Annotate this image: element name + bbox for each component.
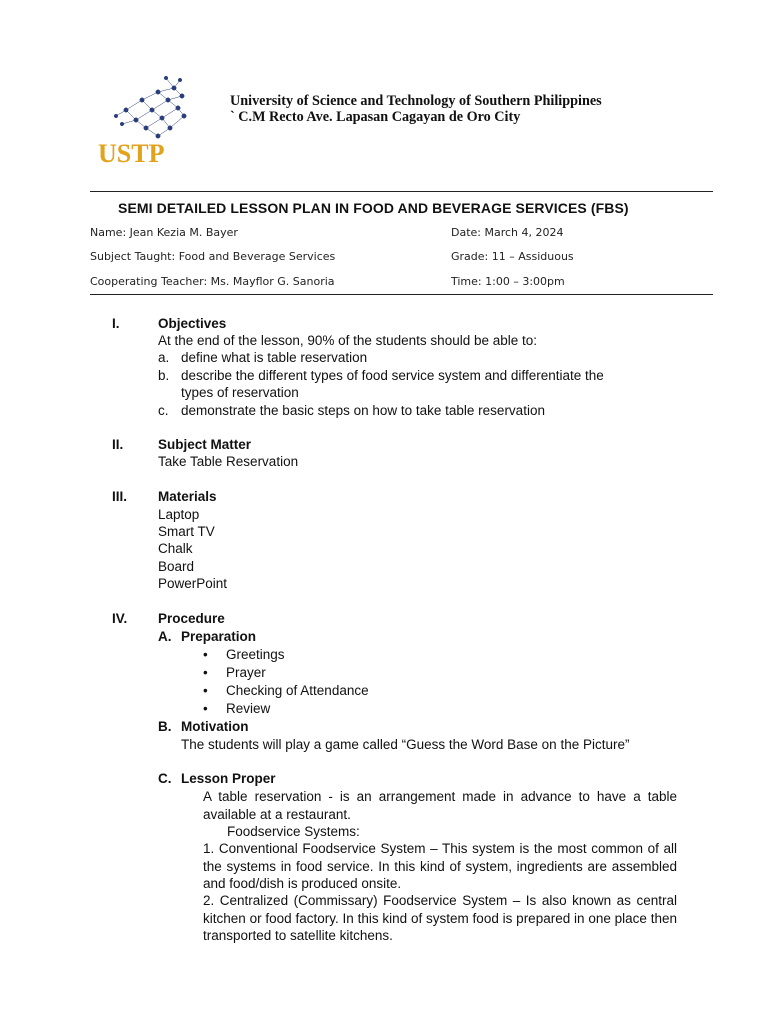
bullet-icon: •: [203, 701, 208, 716]
bullet-icon: •: [203, 647, 208, 662]
objective-letter: a.: [158, 350, 170, 365]
objective-item: define what is table reservation: [181, 350, 368, 365]
subsection-label: B.: [158, 719, 172, 734]
table-reservation-definition: A table reservation - is an arrangement made in advance to have a table available at a restaurant.: [203, 789, 677, 822]
svg-text:USTP: USTP: [98, 139, 165, 168]
subsection-label: A.: [158, 629, 172, 644]
procedure-heading: Procedure: [158, 611, 225, 626]
constellation-icon: [114, 76, 186, 138]
conventional-system-text: 1. Conventional Foodservice System – This system is the most common of all the systems in food service. In this kind of system, ingredients are assembled and food/dish is produced onsite.: [203, 841, 677, 891]
materials-heading: Materials: [158, 489, 217, 504]
info-grade: Grade: 11 – Assiduous: [451, 250, 574, 263]
section-numeral: I.: [112, 316, 120, 331]
lesson-plan-title: SEMI DETAILED LESSON PLAN IN FOOD AND BEVERAGE SERVICES (FBS): [118, 200, 629, 216]
lesson-proper-heading: Lesson Proper: [181, 771, 276, 786]
objective-item: demonstrate the basic steps on how to take table reservation: [181, 403, 545, 418]
foodservice-systems-heading: Foodservice Systems:: [227, 824, 360, 839]
material-item: Board: [158, 559, 195, 574]
motivation-heading: Motivation: [181, 719, 249, 734]
university-header: [230, 93, 602, 125]
material-item: Laptop: [158, 507, 200, 522]
university-name: University of Science and Technology of Southern Philippines: [230, 93, 602, 109]
info-name: Name: Jean Kezia M. Bayer: [90, 226, 238, 239]
motivation-text: The students will play a game called “Guess the Word Base on the Picture”: [181, 737, 630, 752]
ustp-logo: [96, 70, 192, 180]
objective-letter: c.: [158, 403, 169, 418]
bullet-icon: •: [203, 683, 208, 698]
material-item: PowerPoint: [158, 576, 228, 591]
preparation-item: Greetings: [226, 647, 285, 662]
centralized-system-text: 2. Centralized (Commissary) Foodservice System – Is also known as central kitchen or food factory. In this kind of system food is prepared in one place then transported to satellite kitchens.: [203, 893, 677, 943]
info-divider: [90, 294, 713, 295]
preparation-heading: Preparation: [181, 629, 257, 644]
info-subject: Subject Taught: Food and Beverage Services: [90, 250, 336, 263]
material-item: Smart TV: [158, 524, 215, 539]
subsection-label: C.: [158, 771, 172, 786]
objectives-intro: At the end of the lesson, 90% of the students should be able to:: [158, 333, 538, 348]
objective-item-cont: types of reservation: [181, 385, 299, 400]
section-numeral: IV.: [112, 611, 128, 626]
info-teacher: Cooperating Teacher: Ms. Mayflor G. Sanoria: [90, 275, 335, 288]
preparation-item: Prayer: [226, 665, 266, 680]
section-numeral: II.: [112, 437, 124, 452]
subject-matter-text: Take Table Reservation: [158, 454, 299, 469]
bullet-icon: •: [203, 665, 208, 680]
material-item: Chalk: [158, 541, 193, 556]
subject-matter-heading: Subject Matter: [158, 437, 252, 452]
objectives-heading: Objectives: [158, 316, 227, 331]
header-divider: [90, 191, 713, 192]
objective-item: describe the different types of food service system and differentiate the: [181, 368, 604, 383]
university-address: ` C.M Recto Ave. Lapasan Cagayan de Oro City: [230, 109, 521, 125]
info-date: Date: March 4, 2024: [451, 226, 564, 239]
preparation-item: Review: [226, 701, 271, 716]
section-numeral: III.: [112, 489, 128, 504]
objective-letter: b.: [158, 368, 170, 383]
preparation-item: Checking of Attendance: [226, 683, 369, 698]
info-time: Time: 1:00 – 3:00pm: [451, 275, 565, 288]
